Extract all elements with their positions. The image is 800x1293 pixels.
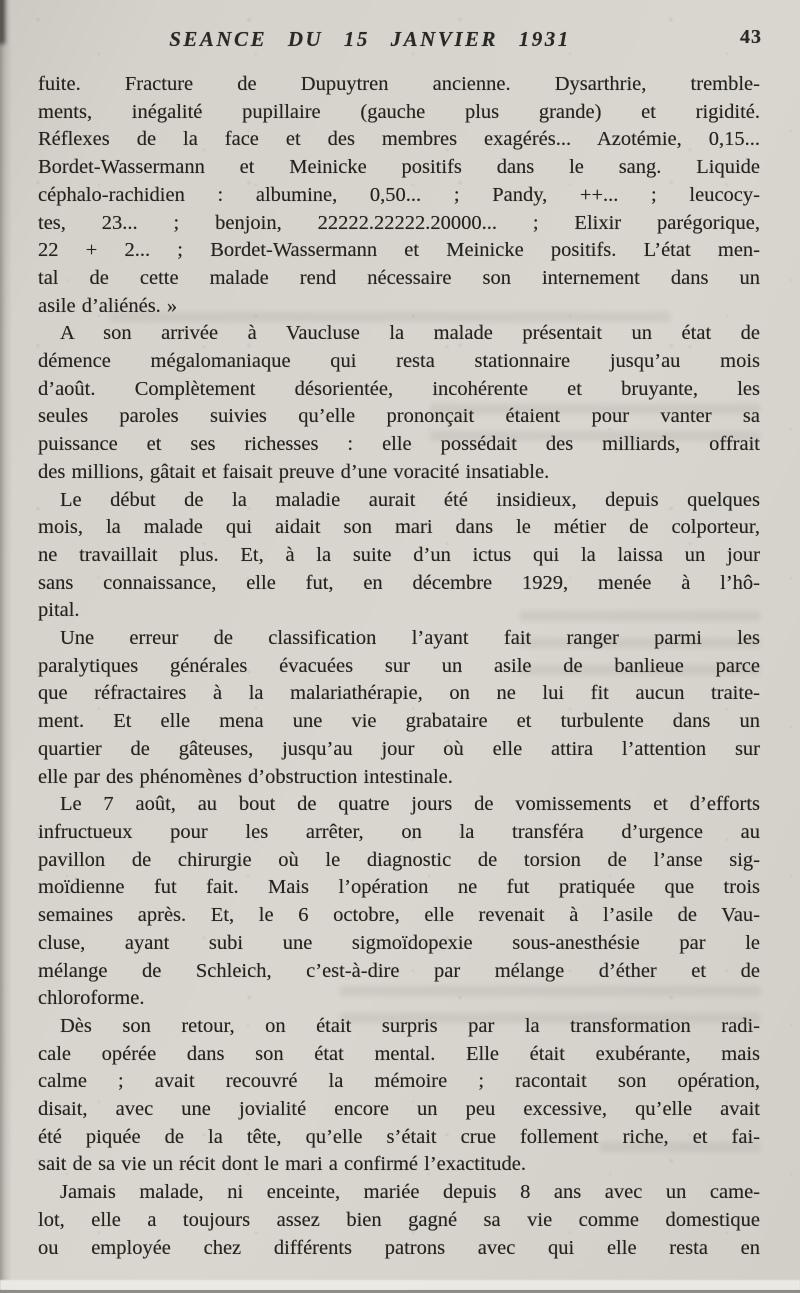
text-line: puissance et ses richesses : elle possédait des milliards, offrait [38,433,760,456]
text-line: chloroforme. [38,987,145,1010]
text-line: tal de cette malade rend nécessaire son internement dans un [38,266,760,289]
text-line: mois, la malade qui aidait son mari dans le métier de colporteur, [38,516,760,539]
text-line: A son arrivée à Vaucluse la malade présentait un état de [60,322,760,345]
paragraph [38,791,760,1013]
text-line: démence mégalomaniaque qui resta stationnaire jusqu’au mois [38,350,760,373]
text-line: lot, elle a toujours assez bien gagné sa vie comme domestique [38,1208,760,1231]
text-line: ments, inégalité pupillaire (gauche plus grande) et rigidité. [38,100,760,123]
text-line: quartier de gâteuses, jusqu’au jour où elle attira l’attention sur [38,737,760,760]
text-line: moïdienne fut fait. Mais l’opération ne fut pratiquée que trois [38,876,760,899]
text-line: que réfractaires à la malariathérapie, on ne lui fit aucun traite- [38,682,760,705]
text-line: fuite. Fracture de Dupuytren ancienne. Dysarthrie, tremble- [38,73,760,95]
text-line: pavillon de chirurgie où le diagnostic de torsion de l’anse sig- [38,848,760,871]
paragraph [38,1013,760,1179]
page-gutter-shadow [0,0,12,1293]
text-line: des millions, gâtait et faisait preuve d’une voracité insatiable. [38,460,550,483]
text-line: cluse, ayant subi une sigmoïdopexie sous-anesthésie par le [38,931,760,954]
paragraph [38,71,760,320]
text-line: semaines après. Et, le 6 octobre, elle revenait à l’asile de Vau- [38,904,760,927]
text-line: pital. [38,599,80,622]
text-line: calme ; avait recouvré la mémoire ; racontait son opération, [38,1070,760,1093]
text-line: sans connaissance, elle fut, en décembre 1929, menée à l’hô- [38,571,760,594]
text-line: Une erreur de classification l’ayant fait ranger parmi les [60,627,760,650]
page-body [38,71,760,1262]
text-line: paralytiques générales évacuées sur un asile de banlieue parce [38,654,760,677]
text-line: d’août. Complètement désorientée, incohérente et bruyante, les [38,377,760,400]
text-line: ment. Et elle mena une vie grabataire et turbulente dans un [38,710,760,733]
paragraph [38,487,760,626]
text-line: seules paroles suivies qu’elle prononçait étaient pour vanter sa [38,405,760,428]
text-line: céphalo-rachidien : albumine, 0,50... ; Pandy, ++... ; leucocy- [38,183,760,206]
paragraph [38,625,760,791]
text-line: été piquée de la tête, qu’elle s’était crue follement riche, et fai- [38,1125,760,1148]
text-line: asile d’aliénés. » [38,294,178,317]
page-number: 43 [740,26,762,48]
text-line: cale opérée dans son état mental. Elle était exubérante, mais [38,1042,760,1065]
text-line: 22 + 2... ; Bordet-Wassermann et Meinicke positifs. L’état men- [38,239,760,262]
text-line: disait, avec une jovialité encore un peu excessive, qu’elle avait [38,1098,760,1121]
text-line: elle par des phénomènes d’obstruction intestinale. [38,765,453,788]
text-line: Le 7 août, au bout de quatre jours de vomissements et d’efforts [60,793,760,816]
paragraph [38,320,760,486]
text-line: sait de sa vie un récit dont le mari a confirmé l’exactitude. [38,1153,527,1176]
text-line: tes, 23... ; benjoin, 22222.22222.20000... ; Elixir parégorique, [38,211,760,234]
text-line: ne travaillait plus. Et, à la suite d’un ictus qui la laissa un jour [38,543,760,566]
text-line: Réflexes de la face et des membres exagérés... Azotémie, 0,15... [38,128,760,151]
page-bottom-edge [0,1280,800,1290]
text-line: mélange de Schleich, c’est-à-dire par mélange d’éther et de [38,959,760,982]
running-header: SEANCE DU 15 JANVIER 1931 [169,27,571,51]
page-header [0,27,800,53]
text-line: Bordet-Wassermann et Meinicke positifs dans le sang. Liquide [38,156,760,179]
text-line: Dès son retour, on était surpris par la transformation radi- [60,1014,760,1037]
text-line: Le début de la maladie aurait été insidieux, depuis quelques [60,488,760,511]
text-line: Jamais malade, ni enceinte, mariée depuis 8 ans avec un came- [60,1181,760,1204]
text-line: infructueux pour les arrêter, on la transféra d’urgence au [38,820,760,843]
paragraph [38,1179,760,1262]
text-line: ou employée chez différents patrons avec qui elle resta en [38,1236,760,1259]
